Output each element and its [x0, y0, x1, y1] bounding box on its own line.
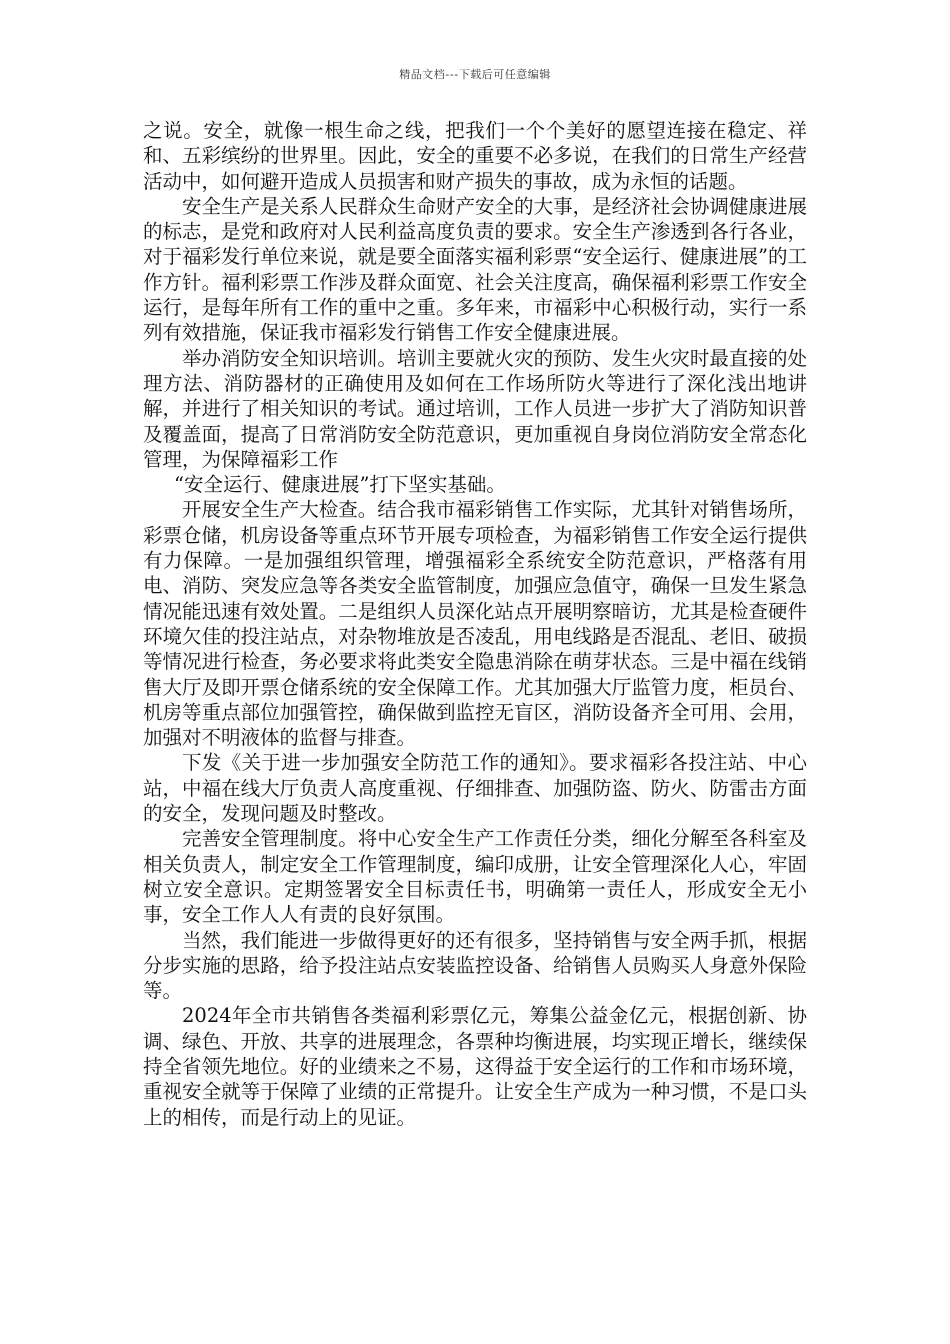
paragraph-notice: 下发《关于进一步加强安全防范工作的通知》。要求福彩各投注站、中心站，中福在线大厅负责人高度重视、仔细排查、加强防盗、防火、防雷击方面的安全，发现问题及时整改。 [143, 751, 807, 826]
paragraph-management-system: 完善安全管理制度。将中心安全生产工作责任分类，细化分解至各科室及相关负责人，制定安全工作管理制度，编印成册，让安全管理深化人心，牢固树立安全意识。定期签署安全目标责任书，明确第一责任人，形成安全无小事，安全工作人人有责的良好氛围。 [143, 827, 807, 927]
paragraph-safety-intro: 之说。安全，就像一根生命之线，把我们一个个美好的愿望连接在稳定、祥和、五彩缤纷的世界里。因此，安全的重要不必多说，在我们的日常生产经营活动中，如何避开造成人员损害和财产损失的事故，成为永恒的话题。 [143, 119, 807, 193]
document-body [143, 118, 807, 1130]
paragraph-fire-training-continued: “安全运行、健康进展”打下坚实基础。 [143, 473, 506, 497]
paragraph-sales-results: 2024年全市共销售各类福利彩票亿元，筹集公益金亿元，根据创新、协调、绿色、开放、共享的进展理念，各票种均衡进展，均实现正增长，继续保持全省领先地位。好的业绩来之不易，这得益于安全运行的工作和市场环境，重视安全就等于保障了业绩的正常提升。让安全生产成为一种习惯，不是口头上的相传，而是行动上的见证。 [143, 1004, 807, 1129]
paragraph-fire-training: 举办消防安全知识培训。培训主要就火灾的预防、发生火灾时最直接的处理方法、消防器材的正确使用及如何在工作场所防火等进行了深化浅出地讲解，并进行了相关知识的考试。通过培训，工作人员进一步扩大了消防知识普及覆盖面，提高了日常消防安全防范意识，更加重视自身岗位消防安全常态化管理，为保障福彩工作 [143, 346, 807, 471]
paragraph-safety-production: 安全生产是关系人民群众生命财产安全的大事，是经济社会协调健康进展的标志，是党和政府对人民利益高度负责的要求。安全生产渗透到各行各业，对于福彩发行单位来说，就是要全面落实福利彩票“安全运行、健康进展”的工作方针。福利彩票工作涉及群众面宽、社会关注度高，确保福利彩票工作安全运行，是每年所有工作的重中之重。多年来，市福彩中心积极行动，实行一系列有效措施，保证我市福彩发行销售工作安全健康进展。 [143, 194, 807, 345]
paragraph-safety-inspection: 开展安全生产大检查。结合我市福彩销售工作实际，尤其针对销售场所，彩票仓储，机房设备等重点环节开展专项检查，为福彩销售工作安全运行提供有力保障。一是加强组织管理，增强福彩全系统安全防范意识，严格落有用电、消防、突发应急等各类安全监管制度，加强应急值守，确保一旦发生紧急情况能迅速有效处置。二是组织人员深化站点开展明察暗访，尤其是检查硬件环境欠佳的投注站点，对杂物堆放是否凌乱，用电线路是否混乱、老旧、破损等情况进行检查，务必要求将此类安全隐患消除在萌芽状态。三是中福在线销售大厅及即开票仓储系统的安全保障工作。尤其加强大厅监管力度，柜员台、机房等重点部位加强管控，确保做到监控无盲区，消防设备齐全可用、会用，加强对不明液体的监督与排查。 [143, 498, 807, 750]
paragraph-improvement: 当然，我们能进一步做得更好的还有很多，坚持销售与安全两手抓，根据分步实施的思路，给予投注站点安装监控设备、给销售人员购买人身意外保险等。 [143, 928, 807, 1003]
page-header: 精品文档---下载后可任意编辑 [399, 68, 551, 81]
